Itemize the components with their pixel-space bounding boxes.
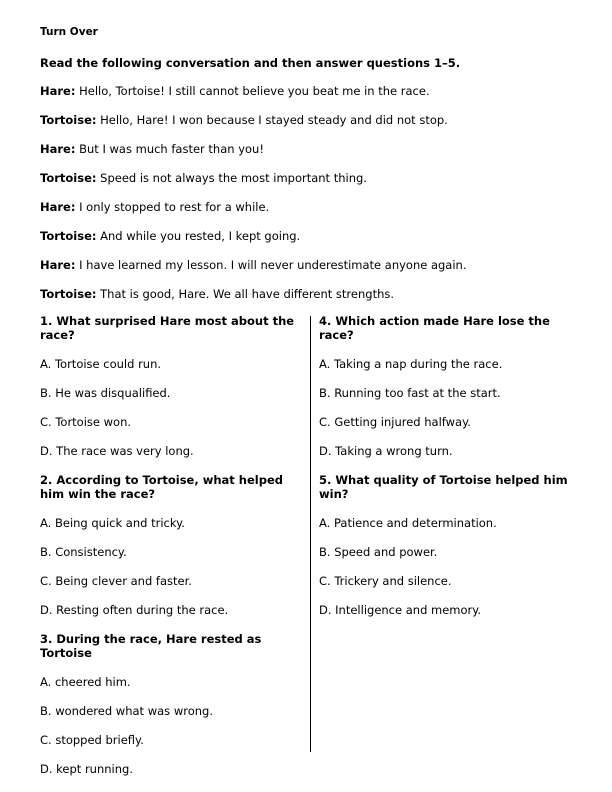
question-4 [319,314,581,473]
answer-option: D. Intelligence and memory. [319,603,482,617]
question-1 [40,314,302,473]
column-divider [310,316,311,752]
answer-option: D. Taking a wrong turn. [319,444,453,458]
answer-option: C. stopped briefly. [40,733,144,747]
speaker-name: Tortoise: [40,171,97,185]
question-3 [40,632,302,791]
question-title: 3. During the race, Hare rested as Tortoise [40,632,262,660]
speaker-name: Hare: [40,258,76,272]
answer-option: A. cheered him. [40,675,131,689]
answer-option: C. Tortoise won. [40,415,132,429]
dialogue-text: And while you rested, I kept going. [96,229,301,243]
answer-option: D. kept running. [40,762,133,776]
answer-option: C. Trickery and silence. [319,574,452,588]
answer-option: B. wondered what was wrong. [40,704,213,718]
answer-option: D. The race was very long. [40,444,194,458]
question-title: 4. Which action made Hare lose the race? [319,314,550,342]
speaker-name: Tortoise: [40,113,97,127]
dialogue-text: Speed is not always the most important thing. [96,171,367,185]
speaker-name: Hare: [40,84,76,98]
question-title: 5. What quality of Tortoise helped him win? [319,473,568,501]
answer-option: C. Getting injured halfway. [319,415,471,429]
dialogue-text: I have learned my lesson. I will never underestimate anyone again. [75,258,467,272]
answer-option: A. Tortoise could run. [40,357,162,371]
speaker-name: Hare: [40,142,76,156]
dialogue-text: That is good, Hare. We all have different strengths. [96,287,395,301]
turn-over-label: Turn Over [40,26,98,38]
dialogue [40,84,580,316]
speaker-name: Hare: [40,200,76,214]
question-2 [40,473,302,632]
answer-option: B. He was disqualified. [40,386,171,400]
speaker-name: Tortoise: [40,229,97,243]
speaker-name: Tortoise: [40,287,97,301]
question-5 [319,473,581,632]
dialogue-line [40,84,580,113]
dialogue-text: Hello, Tortoise! I still cannot believe you beat me in the race. [75,84,430,98]
dialogue-line [40,258,580,287]
dialogue-line [40,171,580,200]
answer-option: A. Patience and determination. [319,516,497,530]
answer-option: B. Running too fast at the start. [319,386,501,400]
dialogue-text: I only stopped to rest for a while. [75,200,270,214]
instructions-heading: Read the following conversation and then answer questions 1–5. [40,56,461,70]
dialogue-line [40,229,580,258]
answer-option: C. Being clever and faster. [40,574,192,588]
questions-left-column [40,314,302,791]
dialogue-line [40,142,580,171]
dialogue-text: But I was much faster than you! [75,142,264,156]
answer-option: B. Consistency. [40,545,127,559]
questions-right-column [319,314,581,632]
dialogue-text: Hello, Hare! I won because I stayed steady and did not stop. [96,113,448,127]
dialogue-line [40,113,580,142]
answer-option: B. Speed and power. [319,545,438,559]
answer-option: A. Taking a nap during the race. [319,357,503,371]
answer-option: D. Resting often during the race. [40,603,229,617]
question-title: 1. What surprised Hare most about the race? [40,314,295,342]
answer-option: A. Being quick and tricky. [40,516,185,530]
dialogue-line [40,287,580,316]
dialogue-line [40,200,580,229]
question-title: 2. According to Tortoise, what helped him win the race? [40,473,283,501]
